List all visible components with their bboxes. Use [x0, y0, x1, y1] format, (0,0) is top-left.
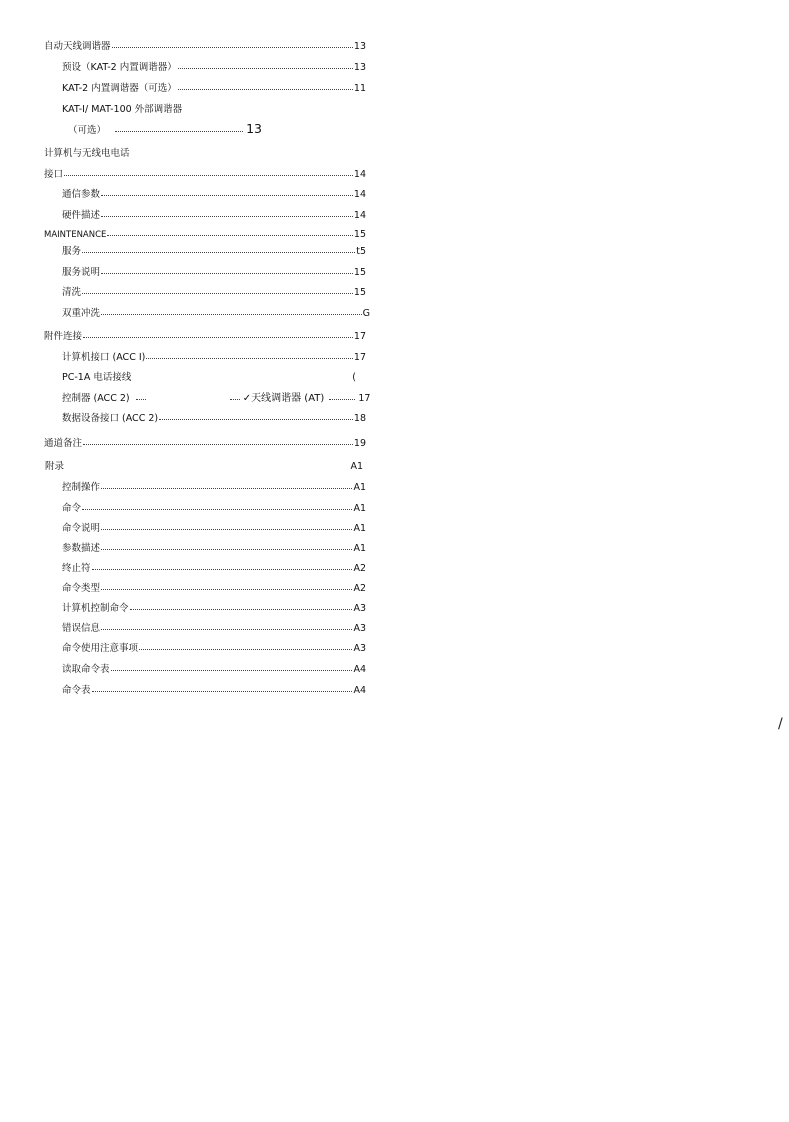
toc-entry-commands[interactable] [62, 503, 366, 515]
toc-entry-kat2-internal-tuner[interactable] [62, 83, 366, 95]
toc-entry-data-device-interface[interactable] [62, 413, 366, 425]
toc-entry-page: 13 [353, 41, 366, 52]
toc-entry-accessory-connection[interactable] [44, 331, 366, 343]
toc-entry-page: A1 [353, 482, 366, 493]
toc-leader-dots [159, 416, 353, 420]
toc-entry-title: 命令类型 [62, 583, 101, 594]
toc-leader-dots [92, 566, 353, 570]
toc-entry-computer-radio[interactable] [44, 148, 130, 160]
toc-entry-page: A3 [353, 623, 366, 634]
toc-entry-title: 通道备注 [44, 438, 83, 449]
toc-entry-computer-control-commands[interactable] [62, 603, 366, 615]
toc-entry-title: 终止符 [62, 563, 91, 574]
toc-entry-title: 数据设备接口 (ACC 2) [62, 413, 159, 424]
toc-entry-control-operation[interactable] [62, 482, 366, 494]
toc-entry-page: 18 [353, 413, 366, 424]
toc-leader-dots [101, 213, 353, 217]
toc-entry-title: 命令 [62, 503, 82, 514]
toc-entry-page: 15 [353, 267, 366, 278]
toc-entry-param-desc[interactable] [62, 543, 366, 555]
toc-entry-title: 服务 [62, 246, 82, 257]
toc-leader-dots [64, 172, 353, 176]
toc-entry-page: 17 [353, 331, 366, 342]
toc-leader-dots [101, 546, 352, 550]
toc-entry-title: 参数描述 [62, 543, 101, 554]
toc-entry-terminator[interactable] [62, 563, 366, 575]
toc-leader-dots [82, 290, 353, 294]
toc-entry-page: 19 [353, 438, 366, 449]
toc-leader-dots [101, 485, 352, 489]
toc-entry-title: 计算机与无线电电话 [44, 148, 130, 159]
toc-entry-title: 自动天线调谐器 [44, 41, 111, 52]
toc-entry-page: 15 [353, 287, 366, 298]
toc-entry-page: 17 [358, 393, 371, 404]
toc-leader-dots [111, 667, 353, 671]
toc-leader-dots [178, 86, 353, 90]
toc-entry-page: A4 [353, 664, 366, 675]
toc-leader-dots [82, 506, 352, 510]
toc-entry-service[interactable] [62, 246, 366, 258]
toc-entry-title: 附件连接 [44, 331, 83, 342]
margin-mark: / [778, 716, 783, 732]
toc-leader-dots [83, 441, 353, 445]
toc-entry-title: （可选） [68, 125, 107, 136]
toc-entry-page: A3 [353, 603, 366, 614]
toc-entry-error-messages[interactable] [62, 623, 366, 635]
toc-entry-title: PC-1A 电话接线 [62, 372, 132, 383]
toc-entry-preset[interactable] [62, 62, 366, 74]
toc-entry-computer-interface[interactable] [62, 352, 366, 364]
toc-entry-appendix[interactable] [45, 461, 363, 473]
toc-leader-dots [101, 586, 352, 590]
toc-entry-subtitle: ✓天线调谐器 (AT) [242, 393, 325, 404]
toc-entry-pc1a-wiring[interactable] [62, 372, 356, 384]
toc-entry-interface[interactable] [44, 169, 366, 181]
toc-entry-page: A1 [353, 523, 366, 534]
toc-entry-command-usage-notes[interactable] [62, 643, 366, 655]
toc-entry-page: ( [352, 372, 356, 383]
toc-entry-controller[interactable] [62, 393, 371, 405]
toc-entry-title: 双重冲洗 [62, 308, 101, 319]
toc-entry-title: KAT-I/ MAT-100 外部调谐器 [62, 104, 183, 115]
toc-entry-page: 14 [353, 169, 366, 180]
toc-entry-page: A2 [353, 563, 366, 574]
toc-entry-page: 13 [353, 62, 366, 73]
toc-entry-title: 预设（KAT-2 内置调谐器） [62, 62, 177, 73]
toc-entry-title: 计算机接口 (ACC I) [62, 352, 146, 363]
toc-entry-page: A2 [353, 583, 366, 594]
toc-entry-double-flush[interactable] [62, 308, 370, 320]
toc-entry-title: 通信参数 [62, 189, 101, 200]
toc-leader-dots [115, 128, 243, 132]
toc-leader-dots [92, 688, 353, 692]
toc-leader-dots [130, 606, 353, 610]
toc-entry-read-command-table[interactable] [62, 664, 366, 676]
toc-leader-dots [146, 355, 353, 359]
toc-entry-command-table[interactable] [62, 685, 366, 697]
toc-entry-title: 命令使用注意事项 [62, 643, 139, 654]
toc-leader-dots [101, 526, 352, 530]
toc-entry-title: 计算机控制命令 [62, 603, 129, 614]
toc-entry-page: 14 [353, 210, 366, 221]
toc-leader-dots [101, 311, 362, 315]
toc-entry-channel-notes[interactable] [44, 438, 366, 450]
toc-entry-title: 硬件描述 [62, 210, 101, 221]
toc-leader-dots [101, 270, 353, 274]
toc-entry-hardware-desc[interactable] [62, 210, 366, 222]
toc-leader-dots [230, 396, 240, 400]
toc-entry-service-notes[interactable] [62, 267, 366, 279]
toc-entry-page: 11 [353, 83, 366, 94]
toc-entry-maintenance[interactable] [44, 229, 366, 241]
toc-entry-comm-params[interactable] [62, 189, 366, 201]
toc-leader-dots [101, 192, 353, 196]
toc-entry-title: 命令表 [62, 685, 91, 696]
toc-entry-title: 读取命令表 [62, 664, 110, 675]
toc-entry-title: 控制操作 [62, 482, 101, 493]
toc-entry-external-tuner[interactable] [62, 104, 182, 116]
toc-entry-page: 14 [353, 189, 366, 200]
toc-entry-page: A3 [353, 643, 366, 654]
toc-leader-dots [82, 249, 355, 253]
toc-entry-title: KAT-2 内置调谐器（可选） [62, 83, 177, 94]
toc-entry-page: A1 [350, 461, 363, 472]
toc-entry-title: 服务说明 [62, 267, 101, 278]
toc-entry-page: A1 [353, 503, 366, 514]
toc-entry-title: 附录 [45, 461, 65, 472]
toc-entry-page: G [362, 308, 370, 319]
toc-entry-page: t5 [356, 246, 366, 257]
toc-leader-dots [136, 396, 146, 400]
toc-entry-page: 13 [246, 121, 262, 136]
toc-leader-dots [101, 626, 352, 630]
toc-entry-command-notes[interactable] [62, 523, 366, 535]
toc-entry-title: 清洗 [62, 287, 82, 298]
toc-entry-title: MAINTENANCE [44, 230, 107, 240]
toc-entry-title: 接口 [44, 169, 64, 180]
toc-entry-title: 错误信息 [62, 623, 101, 634]
toc-entry-optional[interactable] [68, 123, 262, 137]
toc-entry-page: 15 [353, 229, 366, 240]
toc-entry-cleaning[interactable] [62, 287, 366, 299]
toc-leader-dots [178, 65, 353, 69]
toc-entry-command-types[interactable] [62, 583, 366, 595]
toc-entry-page: A4 [353, 685, 366, 696]
toc-entry-page: A1 [353, 543, 366, 554]
toc-leader-dots [139, 646, 352, 650]
toc-leader-dots [107, 232, 352, 236]
toc-leader-dots [329, 396, 355, 400]
toc-entry-auto-antenna-tuner[interactable] [44, 41, 366, 53]
toc-leader-dots [112, 44, 353, 48]
toc-entry-page: 17 [353, 352, 366, 363]
toc-entry-title: 命令说明 [62, 523, 101, 534]
toc-entry-title: 控制器 (ACC 2) [62, 393, 130, 404]
toc-leader-dots [83, 334, 353, 338]
